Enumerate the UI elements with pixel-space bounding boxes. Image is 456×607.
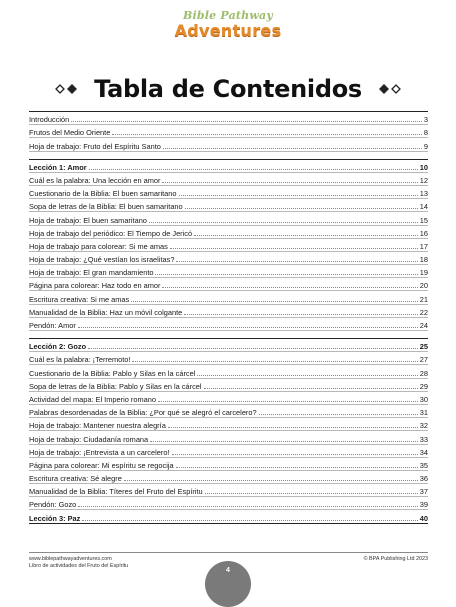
lesson-heading-label: Lección 2: Gozo [29, 342, 87, 352]
toc-entry-label: Pendón: Amor [29, 321, 76, 330]
logo-line2: Adventures [174, 21, 282, 40]
dot-leader [88, 348, 418, 349]
toc-entry-label: Página para colorear: Haz todo en amor [29, 281, 161, 291]
dot-leader [131, 301, 418, 302]
toc-entry[interactable] [29, 278, 428, 290]
dot-leader [78, 506, 418, 507]
footer-copyright: © BPA Publishing Ltd 2023 [363, 556, 428, 562]
toc-entry[interactable] [29, 305, 428, 317]
toc-entry-label: Página para colorear: Mi espíritu se regocija [29, 460, 174, 470]
dot-leader [204, 388, 418, 389]
toc-entry-page: 39 [419, 500, 428, 510]
lesson-heading-label: Lección 3: Paz [29, 513, 81, 523]
toc-entry-label: Hoja de trabajo del periódico: El Tiempo de Jericó [29, 228, 193, 238]
toc-entry-label: Sopa de letras de la Biblia: El buen samaritano [29, 202, 183, 212]
toc-entry-page: 13 [419, 189, 428, 199]
toc-entry-label: Hoja de trabajo para colorear: Si me amas [29, 241, 168, 251]
dot-leader [205, 493, 418, 494]
toc-entry-page: 35 [419, 460, 428, 470]
toc-entry[interactable] [29, 212, 428, 224]
toc-entry[interactable] [29, 252, 428, 264]
toc-entry[interactable] [29, 239, 428, 251]
toc-entry[interactable] [29, 431, 428, 443]
toc-entry-page: 27 [419, 355, 428, 365]
toc-entry[interactable] [29, 352, 428, 364]
toc-entry-label: Sopa de letras de la Biblia: Pablo y Silas en la cárcel [29, 381, 202, 391]
toc-entry-label: Cuestionario de la Biblia: Pablo y Silas en la cárcel [29, 368, 196, 378]
dot-leader [112, 134, 422, 135]
toc-entry[interactable] [29, 497, 428, 509]
toc-entry-page: 33 [419, 434, 428, 444]
toc-entry[interactable] [29, 173, 428, 185]
toc-entry[interactable] [29, 186, 428, 198]
toc-entry-label: Hoja de trabajo: El buen samaritano [29, 215, 147, 225]
toc-entry-page: 36 [419, 474, 428, 484]
dot-leader [71, 121, 422, 122]
divider [29, 523, 428, 524]
toc-entry-page: 15 [419, 215, 428, 225]
dot-leader [172, 454, 418, 455]
dot-leader [149, 222, 418, 223]
lesson-heading-page: 10 [419, 162, 428, 172]
dot-leader [197, 375, 417, 376]
toc-entry[interactable] [29, 125, 428, 137]
toc-entry-page: 8 [423, 128, 428, 138]
toc-entry-page: 20 [419, 281, 428, 291]
toc-entry-label: Frutos del Medio Oriente [29, 128, 111, 138]
toc-entry[interactable] [29, 445, 428, 457]
toc-entry-label: Escritura creativa: Si me amas [29, 294, 130, 304]
toc-entry[interactable] [29, 484, 428, 496]
dot-leader [163, 148, 422, 149]
toc-entry-page: 31 [419, 408, 428, 418]
toc-entry[interactable] [29, 458, 428, 470]
toc-entry-page: 30 [419, 394, 428, 404]
toc-entry-page: 16 [419, 228, 428, 238]
toc-entry[interactable] [29, 112, 428, 124]
toc-entry-page: 32 [419, 421, 428, 431]
page-title: Tabla de Contenidos [94, 75, 362, 103]
footer-left [29, 556, 128, 570]
logo-line1: Bible Pathway [183, 9, 273, 22]
page-number: 4 [226, 567, 230, 574]
toc-entry[interactable] [29, 405, 428, 417]
dot-leader [162, 182, 417, 183]
toc-entry-page: 19 [419, 268, 428, 278]
dot-leader [176, 261, 417, 262]
toc-entry-label: Hoja de trabajo: ¿Qué vestían los israelitas? [29, 255, 175, 265]
toc-entry-label: Manualidad de la Biblia: Títeres del Fruto del Espíritu [29, 487, 203, 497]
lesson-heading[interactable] [29, 510, 428, 522]
toc-entry-page: 22 [419, 307, 428, 317]
toc-entry[interactable] [29, 392, 428, 404]
dot-leader [170, 248, 418, 249]
toc-entry[interactable] [29, 199, 428, 211]
toc-entry-label: Cuál es la palabra: Una lección en amor [29, 175, 161, 185]
lesson2-items [29, 352, 428, 510]
toc-entry[interactable] [29, 318, 428, 330]
toc-entry-label: Hoja de trabajo: Ciudadanía romana [29, 434, 149, 444]
lesson-heading[interactable] [29, 339, 428, 351]
dot-leader [89, 169, 418, 170]
toc-entry[interactable] [29, 291, 428, 303]
toc-entry-label: Palabras desordenadas de la Biblia: ¿Por qué se alegró el carcelero? [29, 408, 257, 418]
dot-leader [158, 401, 418, 402]
toc-entry-label: Cuestionario de la Biblia: El buen samaritano [29, 189, 177, 199]
toc-entry[interactable] [29, 138, 428, 150]
toc-entry-page: 29 [419, 381, 428, 391]
lesson-heading-label: Lección 1: Amor [29, 162, 87, 172]
dot-leader [194, 235, 418, 236]
toc-entry-page: 21 [419, 294, 428, 304]
toc-entry[interactable] [29, 365, 428, 377]
dot-leader [179, 195, 418, 196]
dot-leader [155, 274, 417, 275]
dot-leader [82, 520, 417, 521]
title-row [0, 74, 456, 104]
toc-entry-label: Hoja de trabajo: Fruto del Espíritu Santo [29, 141, 161, 151]
toc-entry[interactable] [29, 471, 428, 483]
toc-entry-label: Manualidad de la Biblia: Haz un móvil colgante [29, 307, 183, 317]
logo [0, 10, 456, 40]
toc-entry[interactable] [29, 379, 428, 391]
footer-divider [29, 552, 428, 553]
dot-leader [259, 414, 418, 415]
toc-entry-label: Hoja de trabajo: El gran mandamiento [29, 268, 154, 278]
dot-leader [124, 480, 418, 481]
toc-entry-label: Hoja de trabajo: ¡Entrevista a un carcelero! [29, 447, 170, 457]
dot-leader [184, 314, 418, 315]
toc-entry-label: Hoja de trabajo: Mantener nuestra alegría [29, 421, 166, 431]
toc-entry-page: 17 [419, 241, 428, 251]
lesson-heading-page: 40 [419, 513, 428, 523]
toc-entry[interactable] [29, 226, 428, 238]
dot-leader [150, 441, 418, 442]
table-of-contents [29, 111, 428, 524]
toc-entry-label: Cuál es la palabra: ¡Terremoto! [29, 355, 131, 365]
footer-website[interactable]: www.biblepathwayadventures.com [29, 556, 112, 562]
toc-entry-label: Escritura creativa: Sé alegre [29, 474, 122, 484]
toc-entry-page: 34 [419, 447, 428, 457]
toc-entry-page: 28 [419, 368, 428, 378]
toc-entry-label: Introducción [29, 115, 70, 125]
toc-entry-page: 18 [419, 255, 428, 265]
dot-leader [185, 208, 418, 209]
toc-entry[interactable] [29, 265, 428, 277]
toc-entry-label: Pendón: Gozo [29, 500, 77, 510]
dot-leader [132, 361, 417, 362]
diamond-ornament-right-icon [376, 82, 402, 96]
footer-book-title: Libro de actividades del Fruto del Espíritu [29, 563, 129, 569]
toc-entry[interactable] [29, 418, 428, 430]
lesson-heading-page: 25 [419, 342, 428, 352]
dot-leader [168, 427, 418, 428]
dot-leader [78, 327, 418, 328]
dot-leader [176, 467, 418, 468]
diamond-ornament-left-icon [54, 82, 80, 96]
toc-entry-page: 14 [419, 202, 428, 212]
toc-entry-page: 12 [419, 175, 428, 185]
toc-entry-page: 9 [423, 141, 428, 151]
lesson1-items [29, 173, 428, 331]
lesson-heading[interactable] [29, 160, 428, 172]
toc-entry-page: 37 [419, 487, 428, 497]
toc-entry-page: 3 [423, 115, 428, 125]
dot-leader [162, 287, 417, 288]
toc-entry-label: Actividad del mapa: El Imperio romano [29, 394, 156, 404]
toc-entry-page: 24 [419, 321, 428, 330]
